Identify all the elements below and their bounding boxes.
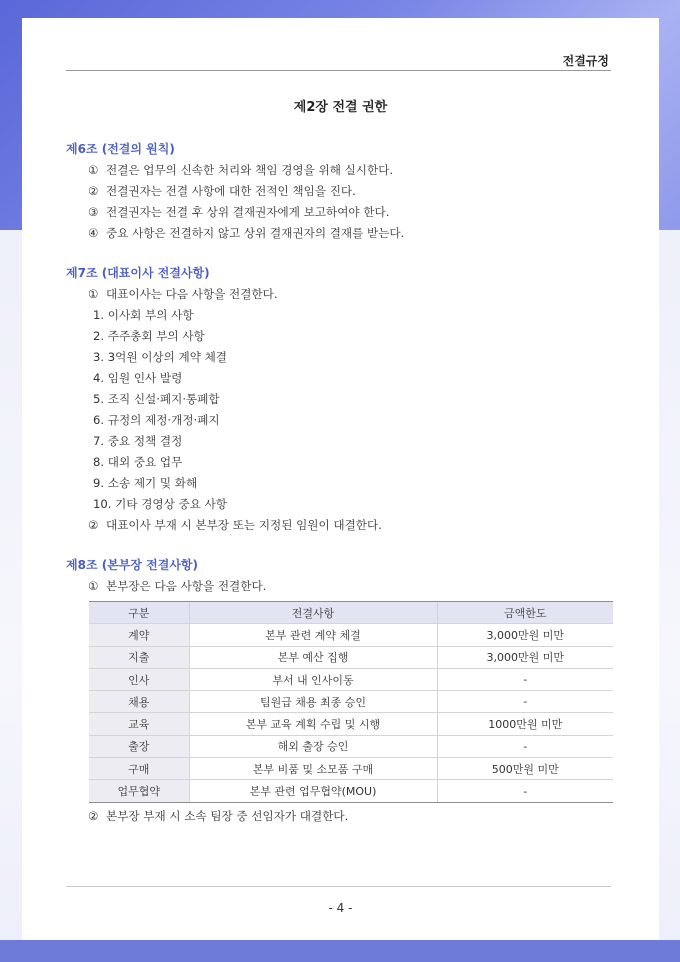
item-text: 본부장은 다음 사항을 전결한다.	[106, 579, 267, 593]
table-row	[89, 624, 613, 646]
table-header-row	[89, 602, 613, 624]
cell-category: 계약	[89, 624, 189, 646]
cell-limit: 3,000만원 미만	[437, 646, 613, 668]
item-text: 전결은 업무의 신속한 처리와 책임 경영을 위해 실시한다.	[106, 163, 394, 177]
table-row	[89, 713, 613, 735]
cell-matter: 팀원급 채용 최종 승인	[189, 691, 437, 713]
document-label: 전결규정	[562, 54, 609, 68]
article7-list-item-8: 8. 대외 중요 업무	[93, 455, 183, 469]
item-text: 전결권자는 전결 사항에 대한 전적인 책임을 진다.	[106, 184, 356, 198]
article6-item-4	[88, 225, 404, 241]
article7-outro	[88, 517, 382, 533]
cell-matter: 본부 비품 및 소모품 구매	[189, 758, 437, 780]
cell-category: 구매	[89, 758, 189, 780]
cell-limit: -	[437, 735, 613, 757]
item-text: 대표이사 부재 시 본부장 또는 지정된 임원이 대결한다.	[106, 518, 382, 532]
header-category: 구분	[89, 602, 189, 624]
article7-list-item-10: 10. 기타 경영상 중요 사항	[93, 497, 227, 511]
header-divider	[66, 70, 611, 71]
footer-divider	[66, 886, 611, 887]
article6-title: 제6조 (전결의 원칙)	[66, 142, 175, 156]
table-row	[89, 668, 613, 690]
item-mark: ①	[88, 579, 99, 593]
cell-matter: 본부 관련 계약 체결	[189, 624, 437, 646]
page-number: - 4 -	[328, 901, 353, 915]
cell-matter: 부서 내 인사이동	[189, 668, 437, 690]
article6-item-1	[88, 162, 393, 178]
item-mark: ④	[88, 226, 99, 240]
article7-list-item-3: 3. 3억원 이상의 계약 체결	[93, 350, 227, 364]
cell-limit: 500만원 미만	[437, 758, 613, 780]
article7-intro	[88, 286, 278, 302]
article7-list-item-1: 1. 이사회 부의 사항	[93, 308, 194, 322]
cell-matter: 해외 출장 승인	[189, 735, 437, 757]
cell-matter: 본부 관련 업무협약(MOU)	[189, 780, 437, 802]
cell-matter: 본부 교육 계획 수립 및 시행	[189, 713, 437, 735]
cell-matter: 본부 예산 집행	[189, 646, 437, 668]
article6-item-2	[88, 183, 356, 199]
header-limit: 금액한도	[437, 602, 613, 624]
table-row	[89, 780, 613, 802]
table-row	[89, 735, 613, 757]
table-row	[89, 758, 613, 780]
authority-table	[89, 601, 613, 803]
article8-title: 제8조 (본부장 전결사항)	[66, 558, 199, 572]
item-mark: ②	[88, 809, 99, 823]
cell-limit: 3,000만원 미만	[437, 624, 613, 646]
table-row	[89, 646, 613, 668]
item-mark: ③	[88, 205, 99, 219]
item-text: 전결권자는 전결 후 상위 결재권자에게 보고하여야 한다.	[106, 205, 390, 219]
cell-category: 출장	[89, 735, 189, 757]
article8-intro	[88, 578, 266, 594]
item-text: 대표이사는 다음 사항을 전결한다.	[106, 287, 278, 301]
background-bottom-band	[0, 940, 680, 962]
item-mark: ②	[88, 518, 99, 532]
cell-limit: -	[437, 691, 613, 713]
article7-list-item-2: 2. 주주총회 부의 사항	[93, 329, 205, 343]
cell-category: 업무협약	[89, 780, 189, 802]
item-mark: ②	[88, 184, 99, 198]
cell-category: 채용	[89, 691, 189, 713]
article7-list-item-6: 6. 규정의 제정·개정·폐지	[93, 413, 220, 427]
cell-limit: -	[437, 668, 613, 690]
cell-category: 인사	[89, 668, 189, 690]
article7-title: 제7조 (대표이사 전결사항)	[66, 266, 210, 280]
item-text: 중요 사항은 전결하지 않고 상위 결재권자의 결재를 받는다.	[106, 226, 405, 240]
cell-category: 교육	[89, 713, 189, 735]
article7-list-item-4: 4. 임원 인사 발령	[93, 371, 183, 385]
article8-outro	[88, 808, 348, 824]
item-mark: ①	[88, 287, 99, 301]
item-text: 본부장 부재 시 소속 팀장 중 선임자가 대결한다.	[106, 809, 349, 823]
cell-limit: -	[437, 780, 613, 802]
cell-category: 지출	[89, 646, 189, 668]
chapter-title: 제2장 전결 권한	[293, 100, 388, 115]
item-mark: ①	[88, 163, 99, 177]
article7-list-item-7: 7. 중요 정책 결정	[93, 434, 183, 448]
article7-list-item-9: 9. 소송 제기 및 화해	[93, 476, 198, 490]
document-page	[22, 18, 659, 940]
cell-limit: 1000만원 미만	[437, 713, 613, 735]
header-matter: 전결사항	[189, 602, 437, 624]
table-row	[89, 691, 613, 713]
article7-list-item-5: 5. 조직 신설·폐지·통폐합	[93, 392, 220, 406]
article6-item-3	[88, 204, 389, 220]
